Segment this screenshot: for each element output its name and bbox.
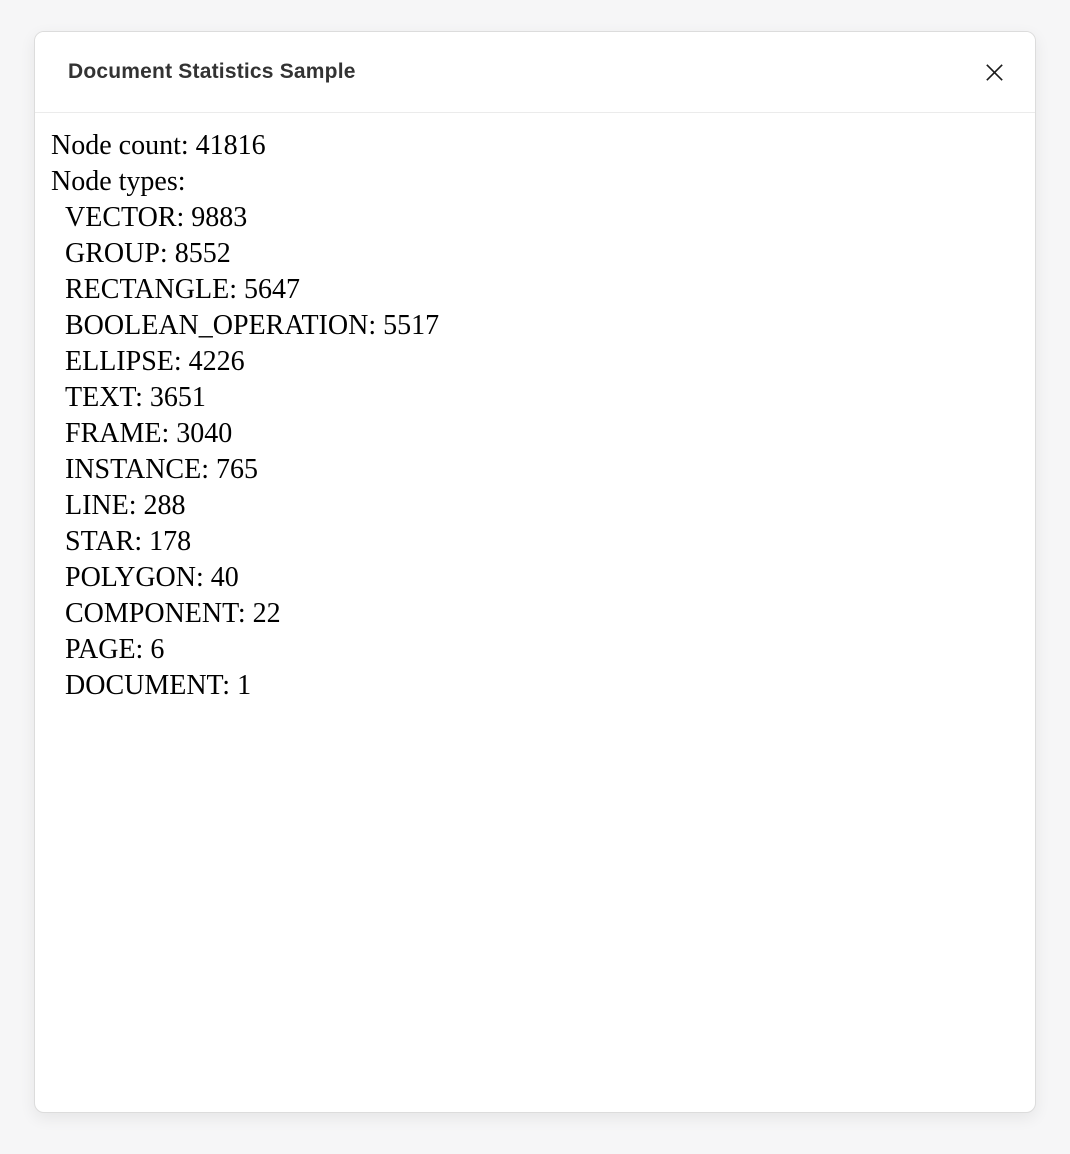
node-type-row xyxy=(51,596,1019,632)
dialog-header xyxy=(35,32,1035,113)
node-type-label: FRAME xyxy=(65,418,162,449)
node-type-row xyxy=(51,524,1019,560)
node-type-count: 4226 xyxy=(188,346,245,377)
node-type-label: VECTOR xyxy=(65,202,177,233)
node-type-row xyxy=(51,668,1019,704)
node-type-separator: : xyxy=(135,382,150,413)
document-statistics-dialog xyxy=(34,31,1036,1113)
node-type-count: 765 xyxy=(215,454,258,485)
node-type-label: GROUP xyxy=(65,238,160,269)
node-type-count: 178 xyxy=(149,526,192,557)
node-type-count: 8552 xyxy=(174,238,231,269)
node-type-label: POLYGON xyxy=(65,562,196,593)
node-type-separator: : xyxy=(135,634,151,665)
node-type-row xyxy=(51,632,1019,668)
node-type-separator: : xyxy=(176,202,192,233)
node-type-row xyxy=(51,308,1019,344)
node-type-count: 5647 xyxy=(243,274,300,305)
node-type-separator: : xyxy=(173,346,189,377)
node-type-count: 1 xyxy=(237,670,252,701)
dialog-title: Document Statistics Sample xyxy=(68,60,356,83)
node-type-list xyxy=(51,200,1019,704)
node-types-heading: Node types: xyxy=(51,166,186,197)
node-type-label: RECTANGLE xyxy=(65,274,230,305)
node-type-label: STAR xyxy=(65,526,135,557)
node-type-row xyxy=(51,344,1019,380)
node-type-count: 3040 xyxy=(176,418,233,449)
node-type-row xyxy=(51,200,1019,236)
node-type-row xyxy=(51,416,1019,452)
node-type-label: LINE xyxy=(65,490,129,521)
node-count-label: Node count xyxy=(51,130,181,161)
close-button[interactable] xyxy=(976,54,1012,90)
node-count-line xyxy=(51,128,1019,164)
node-type-row xyxy=(51,452,1019,488)
node-type-label: ELLIPSE xyxy=(65,346,174,377)
node-type-separator: : xyxy=(201,454,216,485)
node-type-separator: : xyxy=(195,562,211,593)
node-type-separator: : xyxy=(159,238,175,269)
node-type-count: 288 xyxy=(143,490,186,521)
node-type-separator: : xyxy=(161,418,177,449)
node-type-count: 22 xyxy=(252,598,281,629)
node-type-label: COMPONENT xyxy=(65,598,238,629)
dialog-body xyxy=(35,113,1035,1112)
node-count-value: 41816 xyxy=(195,130,266,161)
node-type-label: INSTANCE xyxy=(65,454,202,485)
node-type-label: DOCUMENT xyxy=(65,670,223,701)
node-type-separator: : xyxy=(128,490,144,521)
node-type-count: 3651 xyxy=(149,382,206,413)
node-type-label: BOOLEAN_OPERATION xyxy=(65,310,369,341)
node-type-separator: : xyxy=(229,274,244,305)
node-type-row xyxy=(51,272,1019,308)
node-type-label: TEXT xyxy=(65,382,136,413)
node-type-separator: : xyxy=(222,670,238,701)
node-type-count: 9883 xyxy=(191,202,248,233)
node-type-separator: : xyxy=(134,526,150,557)
node-type-row xyxy=(51,560,1019,596)
node-type-row xyxy=(51,380,1019,416)
node-type-separator: : xyxy=(368,310,384,341)
node-count-separator: : xyxy=(180,130,196,161)
node-type-row xyxy=(51,236,1019,272)
node-type-separator: : xyxy=(237,598,253,629)
node-type-count: 6 xyxy=(150,634,165,665)
close-icon xyxy=(983,61,1006,84)
node-type-label: PAGE xyxy=(65,634,136,665)
node-type-count: 40 xyxy=(210,562,239,593)
node-type-row xyxy=(51,488,1019,524)
node-type-count: 5517 xyxy=(383,310,440,341)
